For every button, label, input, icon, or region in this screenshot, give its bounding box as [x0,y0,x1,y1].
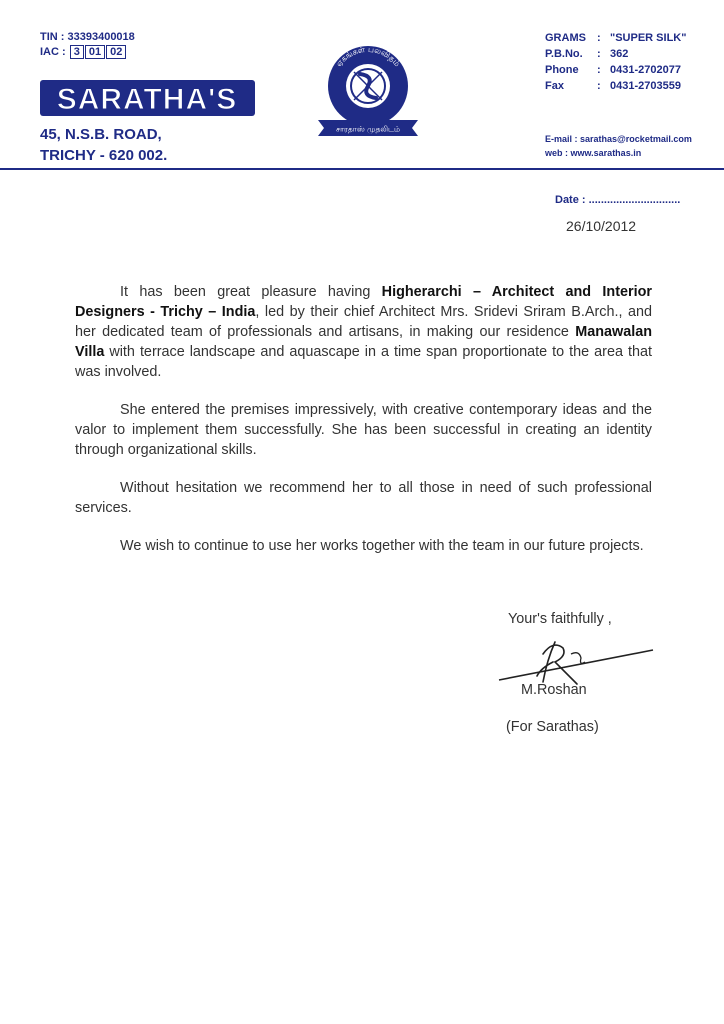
online-contact [545,132,692,160]
contact-key: Fax [545,80,564,92]
contact-row: Phone : 0431-2702077 [545,64,681,76]
letter-body [75,282,652,574]
iac-code-part: 02 [106,45,126,59]
contact-value: 362 [610,48,629,60]
emblem-logo [314,40,424,140]
contact-row: Fax : 0431-2703559 [545,80,681,92]
contact-row: P.B.No. : 362 [545,48,629,60]
address-line: 45, N.S.B. ROAD, [40,126,162,143]
address-line: TRICHY - 620 002. [40,147,168,164]
logo-banner-text: சாரதாஸ் முதலிடம் [335,124,401,134]
iac-code-part: 01 [85,45,105,59]
tin-number: TIN : 33393400018 [40,31,135,43]
iac-code [40,45,300,60]
signer-name: M.Roshan [521,682,587,698]
signer-organization: (For Sarathas) [506,719,599,735]
date-value: 26/10/2012 [566,218,637,234]
brand-name: SARATHA'S [56,83,238,116]
contact-key: GRAMS [545,32,586,44]
contact-row: GRAMS : "SUPER SILK" [545,32,687,44]
paragraph: She entered the premises impressively, with creative contemporary ideas and the valor to implement them successfully. She has been successful in creating an identity through organizational skills. [75,402,652,458]
header-registration [40,30,300,60]
contact-value: 0431-2702077 [610,64,681,76]
company-address [40,124,167,166]
paragraph: Without hesitation we recommend her to all those in need of such professional services. [75,480,652,516]
website-address: web : www.sarathas.in [545,148,642,158]
contact-key: P.B.No. [545,48,583,60]
contact-details [545,30,720,94]
contact-value: "SUPER SILK" [610,32,687,44]
logo-top-text: ஏகங்கள் பலவிதம் [334,44,402,69]
iac-label: IAC : [40,46,66,58]
contact-value: 0431-2703559 [610,80,681,92]
date-label: Date : .............................. [555,194,681,206]
contact-key: Phone [545,64,579,76]
header-divider [0,168,724,170]
firm-name: Higherarchi – Architect and Interior Designers - Trichy – India [75,284,653,320]
iac-code-part: 3 [70,45,84,59]
closing-salutation: Your's faithfully , [508,611,612,627]
residence-name: Manawalan Villa [75,324,652,360]
paragraph: It has been great pleasure having Higherarchi – Architect and Interior Designers - Trichy – India, led by their chief Architect Mrs. Sridevi Sriram B.Arch., and her dedicated team of professionals and artisans, in making our residence Manawalan Villa with terrace landscape and aquascape in a time span proportionate to the area that was involved. [75,284,653,380]
sarathas-brand-logo [40,78,255,118]
email-address: E-mail : sarathas@rocketmail.com [545,134,692,144]
paragraph: We wish to continue to use her works together with the team in our future projects. [120,538,644,554]
